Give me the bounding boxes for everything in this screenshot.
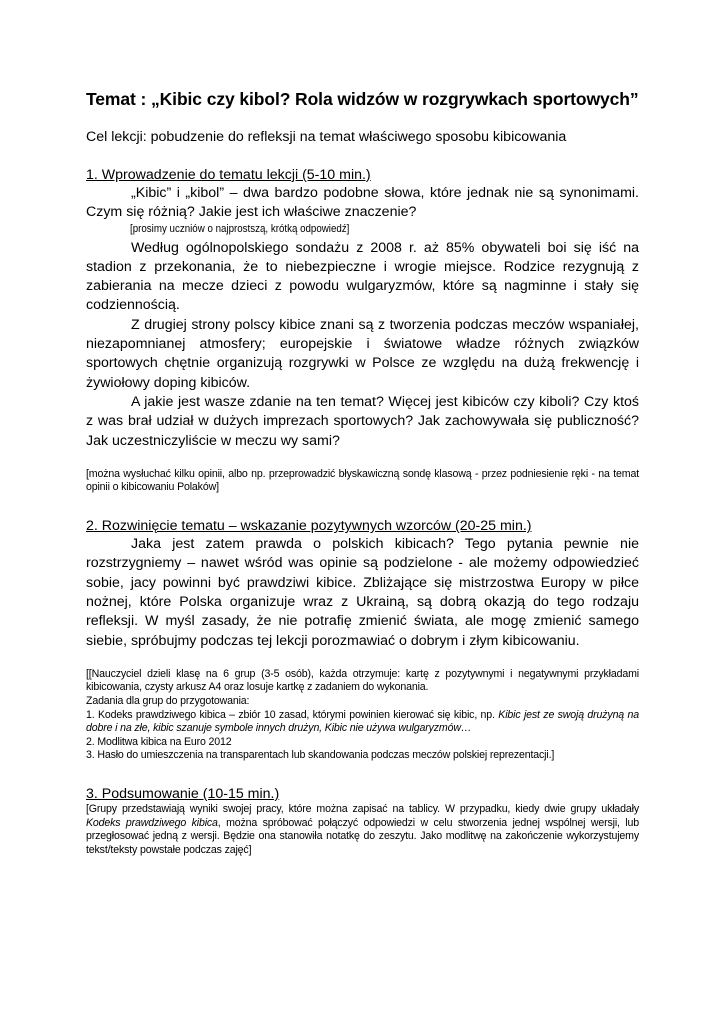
spacer — [86, 763, 639, 785]
section2-task-1 — [86, 709, 639, 736]
section1-paragraph-3: Z drugiej strony polscy kibice znani są z tworzenia podczas meczów wspaniałej, niezapomnianej atmosfery; europejskie i światowe władze różnych związków sportowych chętnie organizują rozgrywki w Polsce ze względu na dużą frekwencję i żywiołowy doping kibiców. — [86, 316, 639, 391]
section1-heading: 1. Wprowadzenie do tematu lekcji (5-10 min.) — [86, 167, 371, 183]
section1-paragraph-2: Według ogólnopolskiego sondażu z 2008 r. aż 85% obywateli boi się iść na stadion z przekonania, że to niebezpieczne i wrogie miejsce. Rodzice rezygnują z zabierania na mecze dzieci z powodu wulgaryzmów, które są nagminne i stały się codziennością. — [86, 239, 639, 314]
section3-note-part-b: , można spróbować połączyć odpowiedzi w celu stworzenia jednej wspólnej wersji, lub przegłosować jedną z wersji. Będzie ona stanowiła notatkę do zeszytu. Jako modlitwę na zakończenie wykorzystujemy tekst/teksty powstałe podczas zajęć] — [86, 816, 639, 856]
task1-example: Kibic jest ze swoją drużyną na dobre i na złe, kibic szanuje symbole innych drużyn, Kibic nie używa wulgaryzmów… — [86, 708, 639, 735]
spacer — [86, 651, 639, 668]
section2-task-3: 3. Hasło do umieszczenia na transparentach lub skandowania podczas meczów polskiej reprezentacji.] — [86, 749, 555, 762]
section1-paragraph-4: A jakie jest wasze zdanie na ten temat? Więcej jest kibiców czy kiboli? Czy ktoś z was brał udział w dużych imprezach sportowych? Jak zachowywała się publiczność? Jak uczestniczyliście w meczu wy sami? — [86, 393, 639, 449]
section2-tasks-label: Zadania dla grup do przygotowania: — [86, 695, 250, 708]
section2-task-2: 2. Modlitwa kibica na Euro 2012 — [86, 735, 232, 748]
section2-group-instructions — [86, 668, 639, 763]
lesson-goal: Cel lekcji: pobudzenie do refleksji na temat właściwego sposobu kibicowania — [86, 129, 567, 145]
document-content — [86, 88, 639, 857]
section2-paragraph-1: Jaka jest zatem prawda o polskich kibicach? Tego pytania pewnie nie rozstrzygniemy – nawet wśród was opinie są podzielone - ale możemy odpowiedzieć sobie, jacy powinni być prawdziwi kibice. Zbliżające się mistrzostwa Europy w piłce nożnej, które Polska organizuje wraz z Ukrainą, są dobrą okazją do tego rodzaju refleksji. W myśl zasady, że nie potrafię zmienić świata, ale mogę zmienić samego siebie, spróbujmy podczas tej lekcji porozmawiać o dobrym i złym kibicowaniu. — [86, 536, 639, 649]
section1-note-2: [można wysłuchać kilku opinii, albo np. przeprowadzić błyskawiczną sondę klasową - przez podniesienie ręki - na temat opinii o kibicowaniu Polaków] — [86, 467, 639, 494]
spacer — [86, 451, 639, 468]
spacer — [86, 495, 639, 517]
section3-heading: 3. Podsumowanie (10-15 min.) — [86, 785, 280, 802]
section2-note-intro: [[Nauczyciel dzieli klasę na 6 grup (3-5 osób), każda otrzymuje: kartę z pozytywnymi i negatywnymi przykładami kibicowania, czysty arkusz A4 oraz losuje kartkę z zadaniem do wykonania. — [86, 667, 639, 694]
task1-text: 1. Kodeks prawdziwego kibica – zbiór 10 zasad, którymi powinien kierować się kibic, np. — [86, 708, 499, 721]
section1-paragraph-1: „Kibic” i „kibol” – dwa bardzo podobne słowa, które jednak nie są synonimami. Czym się różnią? Jakie jest ich właściwe znaczenie? — [86, 185, 639, 221]
section1-note-1: [prosimy uczniów o najprostszą, krótką odpowiedź] — [130, 222, 350, 235]
section3-note-italic: Kodeks prawdziwego kibica — [86, 816, 218, 829]
section2-heading: 2. Rozwinięcie tematu – wskazanie pozytywnych wzorców (20-25 min.) — [86, 518, 532, 535]
section3-note — [86, 803, 639, 857]
section3-note-part-a: [Grupy przedstawiają wyniki swojej pracy, które można zapisać na tablicy. W przypadku, kiedy dwie grupy układały — [86, 802, 639, 815]
lesson-title: Temat : „Kibic czy kibol? Rola widzów w rozgrywkach sportowych” — [86, 89, 639, 109]
